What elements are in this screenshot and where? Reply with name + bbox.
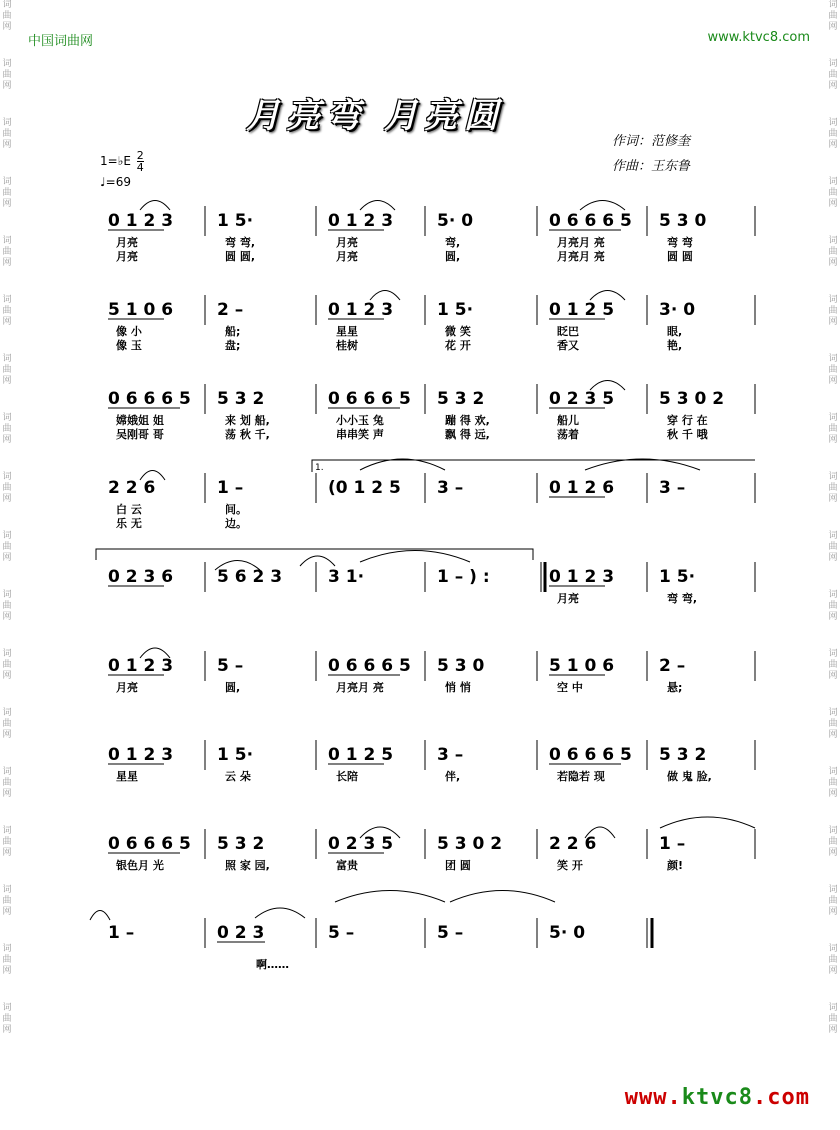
- slur-arc: [335, 891, 445, 903]
- bar-notes: 0 1 2 3: [328, 300, 394, 320]
- bar-notes: 0 1 2 3: [108, 656, 174, 676]
- watermark-text: 词 曲 网: [828, 59, 838, 91]
- watermark-text: 词 曲 网: [828, 944, 838, 976]
- slur-arc: [300, 556, 335, 566]
- lyric-text: 若隐若 现: [557, 770, 605, 783]
- slur-arc: [585, 459, 700, 470]
- bar-notes: 5 1 0 6: [549, 656, 615, 676]
- bar-notes: 5 3 2: [217, 834, 265, 854]
- bar-notes: 0 6 6 6 5: [108, 389, 191, 409]
- slur-arc: [590, 291, 625, 301]
- bar-notes: 3 1·: [328, 567, 365, 587]
- watermark-text: 词 曲 网: [828, 1003, 838, 1035]
- bar-notes: 5 1 0 6: [108, 300, 174, 320]
- lyric-text: 荡着: [557, 428, 579, 441]
- bar-notes: 1 5·: [217, 745, 254, 765]
- watermark-text: 词 曲 网: [828, 118, 838, 150]
- watermark-text: 词 曲 网: [828, 413, 838, 445]
- bar-notes: 5 –: [328, 923, 355, 943]
- watermark-text: 词 曲 网: [2, 531, 12, 563]
- lyric-text: 乐 无: [116, 517, 142, 530]
- lyric-text: 圆 圆,: [225, 250, 256, 263]
- watermark-text: 词 曲 网: [2, 708, 12, 740]
- footer-logo-com: .com: [753, 1085, 810, 1110]
- watermark-text: 词 曲 网: [2, 944, 12, 976]
- bar-notes: 5 –: [437, 923, 464, 943]
- lyric-text: 眼,: [667, 325, 683, 338]
- bar-notes: 0 1 2 5: [328, 745, 394, 765]
- watermark-text: 词 曲 网: [2, 177, 12, 209]
- lyric-text: 飘 得 远,: [445, 428, 490, 441]
- volta-number: 1.: [315, 463, 324, 473]
- footer-logo-www: www.: [624, 1085, 682, 1110]
- lyric-text: 星星: [116, 770, 138, 783]
- lyric-text: 悬;: [667, 681, 683, 694]
- bar-notes: 0 1 2 3: [108, 211, 174, 231]
- lyric-text: 眨巴: [557, 325, 579, 338]
- lyric-text: 银色月 光: [116, 859, 164, 872]
- slur-arc: [580, 201, 625, 211]
- watermark-text: 词 曲 网: [828, 708, 838, 740]
- bar-notes: 1 5·: [437, 300, 474, 320]
- lyric-text: 月亮: [336, 236, 358, 249]
- second-ending-bracket: [96, 549, 533, 560]
- lyric-text: 笑 开: [557, 859, 583, 872]
- bar-notes: 0 6 6 6 5: [328, 656, 411, 676]
- lyric-text: 间。: [225, 503, 247, 516]
- bar-notes: 5 3 0: [659, 211, 707, 231]
- watermark-text: 词 曲 网: [828, 767, 838, 799]
- lyric-text: 富贵: [336, 859, 358, 872]
- watermark-text: 词 曲 网: [2, 767, 12, 799]
- lyric-text: 月亮月 亮: [557, 250, 605, 263]
- lyric-text: 长陪: [336, 770, 358, 783]
- lyric-text: 秋 千 哦: [667, 428, 708, 441]
- bar-notes: 2 –: [217, 300, 244, 320]
- lyric-text: 弯 弯,: [225, 236, 256, 249]
- watermark-text: 词 曲 网: [2, 354, 12, 386]
- key-text: 1=♭E: [100, 154, 131, 168]
- bar-notes: 3· 0: [659, 300, 696, 320]
- lyric-text: 花 开: [445, 339, 471, 352]
- lyric-text: 盘;: [225, 339, 241, 352]
- bar-notes: 0 2 3 5: [549, 389, 615, 409]
- lyric-text: 星星: [336, 325, 358, 338]
- bar-notes: 0 6 6 6 5: [108, 834, 191, 854]
- lyric-text: 吴刚哥 哥: [116, 428, 164, 441]
- composer-credit: 作曲：王东鲁: [612, 159, 691, 174]
- lyric-text: 颜!: [667, 859, 684, 872]
- lyric-text: 白 云: [116, 503, 142, 516]
- lyric-text: 嫦娥姐 姐: [116, 414, 164, 427]
- watermark-text: 词 曲 网: [828, 885, 838, 917]
- watermark-text: 词 曲 网: [828, 472, 838, 504]
- watermark-text: 词 曲 网: [2, 118, 12, 150]
- watermark-text: 词 曲 网: [2, 649, 12, 681]
- bar-notes: 5 –: [217, 656, 244, 676]
- watermark-text: 词 曲 网: [828, 649, 838, 681]
- site-name-link[interactable]: 中国词曲网: [28, 34, 94, 49]
- bar-notes: 0 1 2 6: [549, 478, 615, 498]
- bar-notes: 5 3 0 2: [659, 389, 725, 409]
- slur-arc: [360, 551, 470, 563]
- lyric-text: 悄 悄: [445, 681, 471, 694]
- song-title: 月亮弯 月亮圆: [246, 96, 504, 136]
- lyric-text: 串串笑 声: [336, 428, 384, 441]
- slur-arc: [360, 459, 445, 470]
- bar-notes: 5 3 2: [217, 389, 265, 409]
- bar-notes: 0 1 2 3: [328, 211, 394, 231]
- watermark-text: 词 曲 网: [828, 177, 838, 209]
- watermark-text: 词 曲 网: [2, 0, 12, 32]
- lyric-text: 伴,: [445, 770, 461, 783]
- slur-arc: [255, 908, 305, 918]
- bar-notes: 5 3 2: [437, 389, 485, 409]
- lyric-text: 小小玉 兔: [336, 414, 384, 427]
- bar-notes: 0 6 6 6 5: [328, 389, 411, 409]
- bar-notes: 0 6 6 6 5: [549, 211, 632, 231]
- lyric-text: 云 朵: [225, 770, 251, 783]
- slur-arc: [140, 201, 170, 211]
- watermark-text: 词 曲 网: [2, 590, 12, 622]
- bar-notes: 3 –: [437, 478, 464, 498]
- watermark-text: 词 曲 网: [2, 413, 12, 445]
- watermark-text: 词 曲 网: [2, 472, 12, 504]
- bar-notes: 5· 0: [437, 211, 474, 231]
- lyric-text: 弯 弯,: [667, 592, 698, 605]
- lyric-text: 月亮: [336, 250, 358, 263]
- lyric-text: 圆,: [445, 250, 461, 263]
- watermark-text: 词 曲 网: [828, 236, 838, 268]
- bar-notes: 5· 0: [549, 923, 586, 943]
- lyric-text: 弯 弯: [667, 236, 693, 249]
- bar-notes: 2 2 6: [549, 834, 597, 854]
- slur-arc: [660, 817, 755, 828]
- lyric-text: 照 家 园,: [225, 859, 270, 872]
- bar-notes: 0 1 2 5: [549, 300, 615, 320]
- bar-notes: 1 5·: [659, 567, 696, 587]
- bar-notes: 5 3 2: [659, 745, 707, 765]
- time-sig-top: 2: [136, 149, 144, 162]
- lyric-text: 团 圆: [445, 859, 471, 872]
- lyric-text: 月亮: [557, 592, 579, 605]
- footer-logo-name: ktvc8: [681, 1085, 754, 1110]
- lyric-text: 像 玉: [116, 339, 142, 352]
- lyric-text: 月亮: [116, 681, 138, 694]
- site-url-link[interactable]: www.ktvc8.com: [707, 30, 810, 45]
- lyric-text: 艳,: [667, 339, 683, 352]
- lyric-text: 来 划 船,: [225, 414, 270, 427]
- lyric-text: 月亮: [116, 250, 138, 263]
- watermark-text: 词 曲 网: [2, 826, 12, 858]
- lyric-text: 船儿: [557, 414, 579, 427]
- bar-notes: 1 –: [217, 478, 244, 498]
- lyric-text: 圆 圆: [667, 250, 693, 263]
- watermark-text: 词 曲 网: [828, 590, 838, 622]
- bar-notes: 1 –: [108, 923, 135, 943]
- bar-notes: 2 –: [659, 656, 686, 676]
- bar-notes: 5 3 0 2: [437, 834, 503, 854]
- lyric-text: 微 笑: [445, 325, 471, 338]
- bar-notes: 2 2 6: [108, 478, 156, 498]
- watermark-text: 词 曲 网: [2, 885, 12, 917]
- bar-notes: 0 2 3 5: [328, 834, 394, 854]
- lyricist-credit: 作词：范修奎: [612, 134, 691, 149]
- time-sig-bottom: 4: [136, 161, 144, 174]
- slur-arc: [370, 291, 400, 301]
- lyric-text: 边。: [225, 517, 247, 530]
- slur-arc: [450, 891, 555, 903]
- lyric-text: 像 小: [116, 325, 142, 338]
- bar-notes: 5 3 0: [437, 656, 485, 676]
- watermark-text: 词 曲 网: [828, 826, 838, 858]
- watermark-text: 词 曲 网: [2, 1003, 12, 1035]
- lyric-text: 月亮月 亮: [336, 681, 384, 694]
- bar-notes: 0 1 2 3: [108, 745, 174, 765]
- watermark-text: 词 曲 网: [828, 0, 838, 32]
- lyric-text: 蹦 得 欢,: [445, 414, 490, 427]
- lyric-text: 穿 行 在: [667, 414, 708, 427]
- slur-arc: [90, 911, 110, 921]
- lyric-text: 月亮月 亮: [557, 236, 605, 249]
- watermark-text: 词 曲 网: [2, 59, 12, 91]
- footer-logo[interactable]: [625, 1085, 810, 1110]
- tempo-marking: ♩=69: [100, 175, 131, 189]
- lyric-text: 圆,: [225, 681, 241, 694]
- lyric-text: 船;: [225, 325, 241, 338]
- ending-vocal-mark: 啊……: [256, 958, 289, 971]
- watermark-text: 词 曲 网: [2, 295, 12, 327]
- slur-arc: [360, 201, 395, 211]
- lyric-text: 月亮: [116, 236, 138, 249]
- lyric-text: 空 中: [557, 681, 583, 694]
- watermark-text: 词 曲 网: [828, 354, 838, 386]
- bar-notes: 1 5·: [217, 211, 254, 231]
- bar-notes: (0 1 2 5: [328, 478, 401, 498]
- watermark-text: 词 曲 网: [2, 236, 12, 268]
- bar-notes: 0 6 6 6 5: [549, 745, 632, 765]
- bar-notes: 0 1 2 3: [549, 567, 615, 587]
- lyric-text: 做 鬼 脸,: [667, 770, 712, 783]
- bar-notes: 3 –: [659, 478, 686, 498]
- bar-notes: 1 –: [659, 834, 686, 854]
- watermark-text: 词 曲 网: [828, 295, 838, 327]
- bar-notes: 5 6 2 3: [217, 567, 283, 587]
- bar-notes: 0 2 3 6: [108, 567, 174, 587]
- watermark-text: 词 曲 网: [828, 531, 838, 563]
- lyric-text: 香又: [557, 339, 579, 352]
- bar-notes: 1 – ) :: [437, 567, 490, 587]
- bar-notes: 0 2 3: [217, 923, 265, 943]
- lyric-text: 桂树: [336, 339, 358, 352]
- lyric-text: 荡 秋 千,: [225, 428, 270, 441]
- lyric-text: 弯,: [445, 236, 461, 249]
- bar-notes: 3 –: [437, 745, 464, 765]
